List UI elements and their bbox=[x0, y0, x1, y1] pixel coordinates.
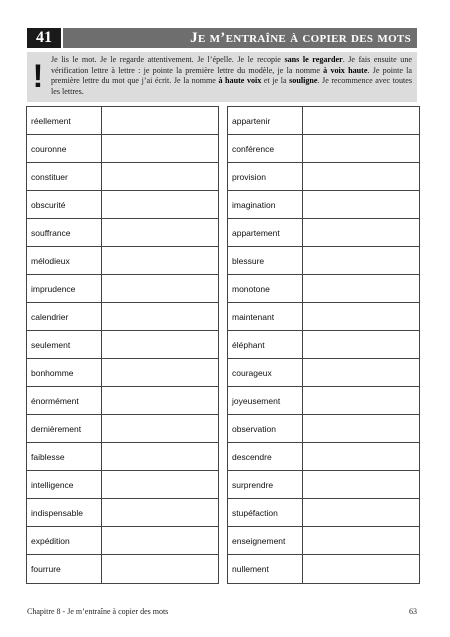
table-row bbox=[27, 415, 218, 443]
copy-cell bbox=[102, 303, 218, 330]
table-row bbox=[228, 499, 419, 527]
exercise-title: Je m’entraîne à copier des mots bbox=[63, 28, 417, 48]
instruction-emphasis: à haute voix bbox=[218, 76, 262, 85]
table-row bbox=[27, 387, 218, 415]
copy-cell bbox=[303, 499, 419, 526]
model-word: surprendre bbox=[228, 471, 303, 498]
table-row bbox=[27, 107, 218, 135]
left-word-grid bbox=[26, 106, 219, 584]
model-word: monotone bbox=[228, 275, 303, 302]
model-word: appartement bbox=[228, 219, 303, 246]
model-word: nullement bbox=[228, 555, 303, 583]
table-row bbox=[27, 499, 218, 527]
copy-cell bbox=[102, 527, 218, 554]
model-word: indispensable bbox=[27, 499, 102, 526]
table-row bbox=[27, 527, 218, 555]
table-row bbox=[228, 555, 419, 584]
table-row bbox=[228, 107, 419, 135]
table-row bbox=[27, 471, 218, 499]
model-word: bonhomme bbox=[27, 359, 102, 386]
copy-cell bbox=[303, 107, 419, 134]
model-word: conférence bbox=[228, 135, 303, 162]
copy-cell bbox=[102, 359, 218, 386]
copy-cell bbox=[303, 415, 419, 442]
model-word: blessure bbox=[228, 247, 303, 274]
copy-cell bbox=[303, 359, 419, 386]
table-row bbox=[27, 555, 218, 584]
model-word: courageux bbox=[228, 359, 303, 386]
table-row bbox=[228, 471, 419, 499]
copy-cell bbox=[303, 303, 419, 330]
copy-cell bbox=[303, 331, 419, 358]
copy-cell bbox=[102, 135, 218, 162]
model-word: observation bbox=[228, 415, 303, 442]
copy-cell bbox=[102, 443, 218, 470]
instruction-part: Je lis le mot. Je le regarde attentivement. Je l’épelle. Je le recopie bbox=[51, 55, 285, 64]
copy-cell bbox=[303, 275, 419, 302]
table-row bbox=[228, 359, 419, 387]
instruction-emphasis: sans le regarder bbox=[284, 55, 343, 64]
instruction-emphasis: à voix haute bbox=[323, 65, 368, 75]
page-footer bbox=[27, 607, 417, 616]
table-row bbox=[228, 415, 419, 443]
copy-cell bbox=[102, 163, 218, 190]
copy-cell bbox=[303, 191, 419, 218]
model-word: faiblesse bbox=[27, 443, 102, 470]
model-word: mélodieux bbox=[27, 247, 102, 274]
table-row bbox=[27, 443, 218, 471]
copy-cell bbox=[303, 443, 419, 470]
copy-cell bbox=[303, 555, 419, 583]
table-row bbox=[228, 443, 419, 471]
table-row bbox=[228, 331, 419, 359]
table-row bbox=[228, 219, 419, 247]
table-row bbox=[228, 527, 419, 555]
instruction-text bbox=[49, 52, 417, 97]
model-word: constituer bbox=[27, 163, 102, 190]
copy-cell bbox=[303, 219, 419, 246]
table-row bbox=[27, 247, 218, 275]
instruction-part: . Je pointe la première lettre du mot que j’ai écrit. Je la nomme bbox=[51, 65, 412, 85]
copy-cell bbox=[303, 135, 419, 162]
copy-cell bbox=[102, 499, 218, 526]
copy-cell bbox=[102, 275, 218, 302]
instruction-emphasis: souligne bbox=[289, 76, 318, 85]
table-row bbox=[27, 163, 218, 191]
table-row bbox=[228, 191, 419, 219]
copy-cell bbox=[303, 247, 419, 274]
model-word: imprudence bbox=[27, 275, 102, 302]
model-word: appartenir bbox=[228, 107, 303, 134]
table-row bbox=[27, 219, 218, 247]
copy-cell bbox=[303, 527, 419, 554]
copy-cell bbox=[102, 191, 218, 218]
table-row bbox=[228, 163, 419, 191]
model-word: descendre bbox=[228, 443, 303, 470]
model-word: énormément bbox=[27, 387, 102, 414]
instruction-part: et je la bbox=[261, 76, 290, 85]
table-row bbox=[27, 359, 218, 387]
chapter-label: Chapitre 8 - Je m’entraîne à copier des mots bbox=[27, 607, 169, 616]
model-word: éléphant bbox=[228, 331, 303, 358]
table-row bbox=[27, 191, 218, 219]
model-word: expédition bbox=[27, 527, 102, 554]
model-word: obscurité bbox=[27, 191, 102, 218]
exclamation-icon: ! bbox=[32, 58, 44, 94]
table-row bbox=[228, 387, 419, 415]
model-word: joyeusement bbox=[228, 387, 303, 414]
model-word: provision bbox=[228, 163, 303, 190]
model-word: fourrure bbox=[27, 555, 102, 583]
model-word: stupéfaction bbox=[228, 499, 303, 526]
model-word: seulement bbox=[27, 331, 102, 358]
table-row bbox=[228, 275, 419, 303]
exercise-header bbox=[27, 28, 417, 48]
table-row bbox=[27, 135, 218, 163]
copy-cell bbox=[303, 163, 419, 190]
table-row bbox=[228, 135, 419, 163]
copy-cell bbox=[102, 247, 218, 274]
table-row bbox=[228, 247, 419, 275]
table-row bbox=[27, 331, 218, 359]
copy-cell bbox=[102, 555, 218, 583]
model-word: imagination bbox=[228, 191, 303, 218]
copy-cell bbox=[102, 219, 218, 246]
copy-cell bbox=[102, 107, 218, 134]
table-row bbox=[27, 303, 218, 331]
instruction-part: . Je recommence avec toutes les lettres. bbox=[51, 76, 412, 96]
instruction-box bbox=[27, 52, 417, 102]
model-word: dernièrement bbox=[27, 415, 102, 442]
instruction-part: . Je fais ensuite une vérification lettre à lettre : je pointe la première lettre du modèle, je la nomme bbox=[51, 55, 412, 75]
page-number: 63 bbox=[409, 607, 417, 616]
copy-cell bbox=[102, 415, 218, 442]
model-word: réellement bbox=[27, 107, 102, 134]
right-word-grid bbox=[227, 106, 420, 584]
model-word: maintenant bbox=[228, 303, 303, 330]
copy-cell bbox=[102, 387, 218, 414]
table-row bbox=[27, 275, 218, 303]
model-word: intelligence bbox=[27, 471, 102, 498]
copy-cell bbox=[303, 387, 419, 414]
table-row bbox=[228, 303, 419, 331]
model-word: souffrance bbox=[27, 219, 102, 246]
model-word: calendrier bbox=[27, 303, 102, 330]
copy-cell bbox=[102, 471, 218, 498]
copy-cell bbox=[303, 471, 419, 498]
exercise-number: 41 bbox=[27, 28, 61, 48]
copy-cell bbox=[102, 331, 218, 358]
model-word: enseignement bbox=[228, 527, 303, 554]
model-word: couronne bbox=[27, 135, 102, 162]
